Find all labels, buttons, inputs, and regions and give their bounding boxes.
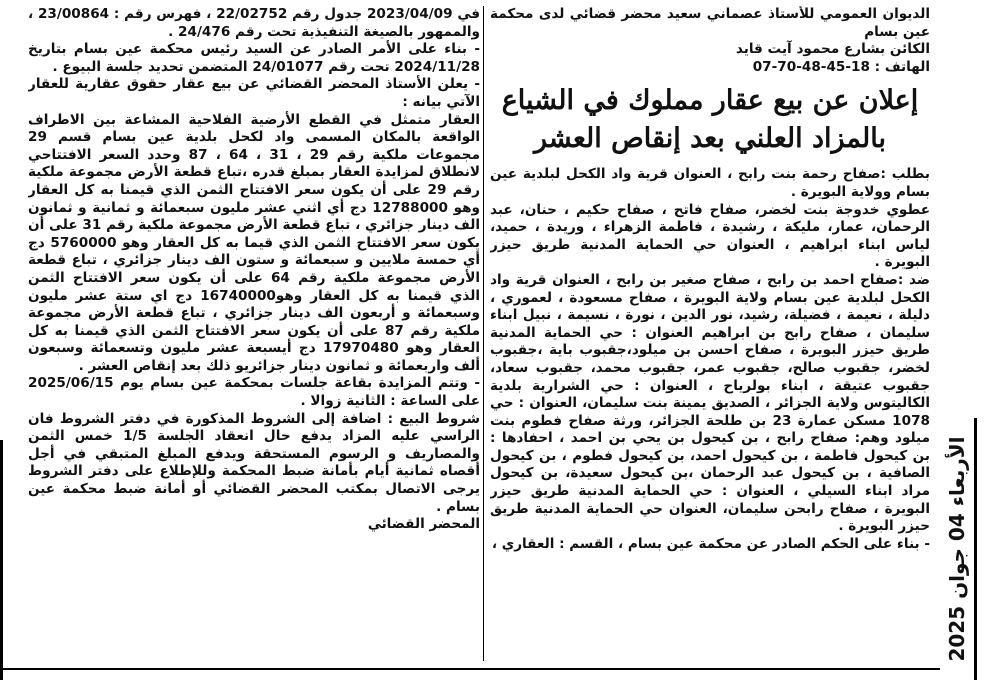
header-line: الديوان العمومي للأستاذ عصماني سعيد محضر قضائي لدى محكمة عين بسام [490,6,930,40]
right-column [490,6,930,661]
announcement-title [490,82,930,158]
requester-paragraph: بطلب :صفاح رحمة بنت رابح ، العنوان قرية واد الكحل لبلدية عين بسام وولاية البويرة . [490,166,930,200]
defendants-paragraph: ضد :صفاح احمد بن رابح ، صفاح صغير بن رابح ، العنوان قرية واد الكحل لبلدية عين بسام ولاية البويرة ، صفاح مسعودة ، لعموري ، دليلة ، نعيمة ، فضيلة، رشيد، نور الدين ، نورة ، نسيمة ، نبيل ابناء سليمان ، صفاح رابح بن ابراهيم العنوان : حي الحماية المدنية طريق حيزر البويرة ، صفاح احسن بن ميلود،جقبوب باية ،جقبوب لخضر، جقبوب صالح، جقبوب عمر، جقبوب محمد، جقبوب سعاد، جقبوب عتيقة ، ابناء بولرياح ، العنوان : حي الشرارية بلدية الكاليتوس ولاية الجزائر ، الصديق يمينة بنت سليمان، العنوان : حي 1078 مسكن عمارة 23 بن طلحة الجزائر، ورثة صفاح فطوم بنت ميلود وهم: صفاح رابح ، بن كيحول بن يحي بن احمد ، احفادها : بن كيحول فاطمة ، بن كيحول احمد، بن كيحول فطوم ، بن كيحول الصافية ، بن كيحول عبد الرحمان ،بن كيحول سعيدة، بن كيحول مراد ابناء السيلي ، العنوان : حي الحماية المدنية طريق حيزر البويرة ، صفاح رابحن سليمان، العنوان حي الحماية المدنية طريق حيزر البويرة . [490,271,930,535]
issue-date: الأربعاء 04 جوان 2025 [945,436,969,662]
title-line-1: إعلان عن بيع عقار مملوك في الشياع [501,85,919,117]
left-column [28,6,480,661]
property-description: العقار متمثل في القطع الأرضية الفلاحية المشاعة بين الاطراف الواقعة بالمكان المسمى واد لكحل بلدية عين بسام قسم 29 مجموعات ملكية رقم 29 ، 31 ، 64 ، 87 وحدد السعر الافتتاحي لانطلاق لمزايدة العقار بمبلغ قدره ،تباع قطعة الأرض مجموعة ملكية رقم 29 على أن يكون سعر الافتتاح الثمن الذي قيمنا به كل العقار وهو 12788000 دج أي اثني عشر مليون سبعمائة و ثمانية و ثمانون الف دينار جزائري ، تباع قطعة الأرض مجموعة ملكية رقم 31 على أن يكون سعر الافتتاح الثمن الذي قيما به كل العقار وهو 5760000 دج أي حمسة ملايين و سبعمائة و ستون الف دينار جزائري ، تباع قطعة الأرض مجموعة ملكية رقم 64 على أن يكون سعر الافتتاح الثمن الذي قيمنا به كل العقار وهو16740000 دج اي ستة عشر مليون وسبعمائة و أربعون الف دينار جزائري ، تباع قطعة الأرض مجموعة ملكية رقم 87 على أن يكون سعر الافتتاح الثمن الذي قيمنا به كل العقار وهو 17970480 دج أيسبعة عشر مليون وتسعمائة وسبعون ألف واربعمائة و ثمانون دينار جزائريو ذلك بعد إنقاص العشر . [28,111,480,374]
column-divider [483,6,484,661]
title-line-2: بالمزاد العلني بعد إنقاص العشر [534,123,886,155]
signature: المحضر القضائي [367,516,480,533]
header-line: الهاتف : 18-45-48-70-07 [752,58,930,75]
judgment-reference: - بناء على الحكم الصادر عن محكمة عين بسام ، القسم : العقاري ، [491,535,930,552]
judgment-details: في 2023/04/09 جدول رقم 22/02752 ، فهرس رقم : 23/00864 ، والممهور بالصيغة التنفيذية تحت رقم 24/476 . [28,6,480,40]
side-bar-rule [974,418,977,680]
auction-date-paragraph: - وتتم المزايدة بقاعة جلسات بمحكمة عين بسام يوم 2025/06/15 على الساعة : الثانية زوالا . [28,375,480,410]
header-line: الكائن بشارع محمود آيت قايد [735,41,930,58]
order-paragraph: - بناء على الأمر الصادر عن السيد رئيس محكمة عين بسام بتاريخ 2024/11/28 تحت رقم 24/01077 المتضمن تحديد جلسة البيوع . [28,41,480,75]
announcement-paragraph: - يعلن الأستاذ المحضر القضائي عن بيع عقار حقوق عقارية للعقار الآتي بيانه : [28,76,480,110]
bottom-rule [0,668,940,670]
requesters-list: عطوي خدوجة بنت لخضر، صفاح فاتح ، صفاح حكيم ، حنان، عبد الرحمان، عمار، مليكة ، رشيدة ، فاطمة الزهراء ، وريدة ، حميد، لياس ابناء ابراهيم ، العنوان حي الحماية المدنية طريق حيزر البويرة . [490,201,930,271]
sale-conditions: شروط البيع : اضافة إلى الشروط المذكورة في دفتر الشروط فان الراسي عليه المزاد يدفع حال انعقاد الجلسة 1/5 خمس الثمن والمصاريف و الرسوم المستحقة ويدفع المبلغ المتبقي في أجل أقصاه ثمانية أيام بأمانة ضبط المحكمة وللإطلاع على دفتر الشروط يرجى الاتصال بمكتب المحضر القضائي أو أمانة ضبط محكمة عين بسام . [28,410,480,515]
issue-date-strip [940,418,974,680]
left-edge-rule [0,440,3,680]
